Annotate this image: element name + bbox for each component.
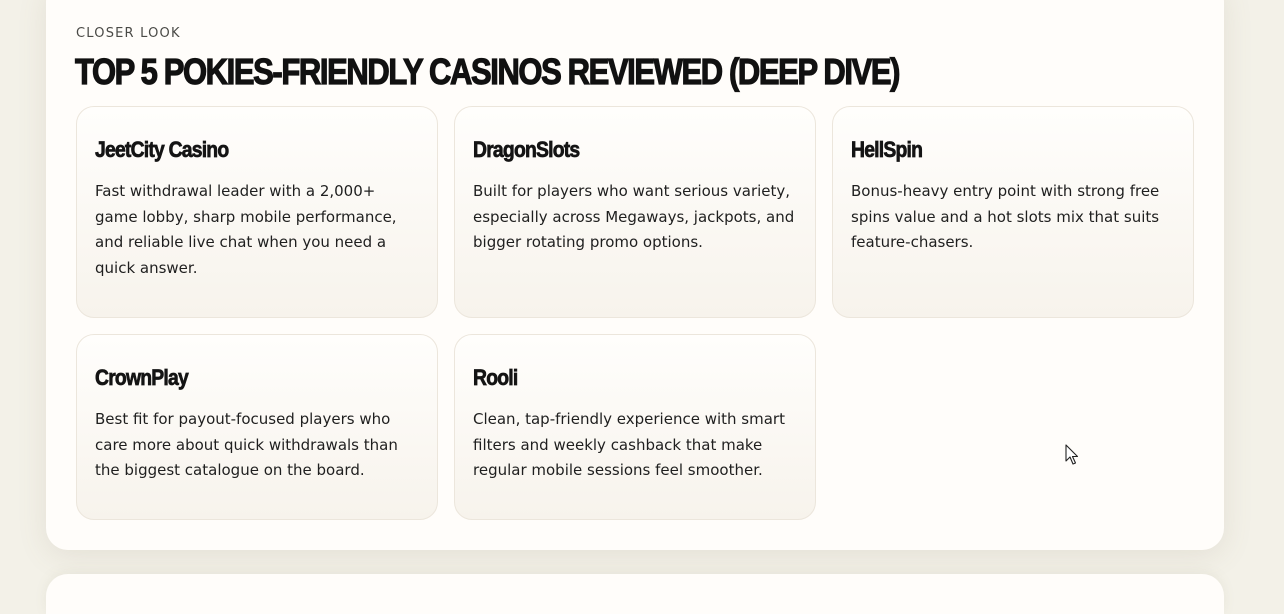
card-title: HellSpin (851, 137, 923, 162)
card-description: Best fit for payout-focused players who care more about quick withdrawals than the biggest catalogue on the board. (95, 410, 398, 479)
next-section-edge (46, 574, 1224, 614)
card-description: Bonus-heavy entry point with strong free spins value and a hot slots mix that suits feature-chasers. (851, 182, 1160, 251)
casino-card-rooli (454, 334, 816, 520)
card-title: JeetCity Casino (95, 137, 229, 162)
card-description: Clean, tap-friendly experience with smart filters and weekly cashback that make regular mobile sessions feel smoother. (473, 410, 785, 479)
card-title: DragonSlots (473, 137, 580, 162)
card-description: Built for players who want serious variety, especially across Megaways, jackpots, and bigger rotating promo options. (473, 182, 795, 251)
card-title: CrownPlay (95, 365, 188, 390)
casino-card-dragonslots (454, 106, 816, 318)
casino-card-jeetcity (76, 106, 438, 318)
card-title: Rooli (473, 365, 518, 390)
casino-card-hellspin (832, 106, 1194, 318)
card-description: Fast withdrawal leader with a 2,000+ game lobby, sharp mobile performance, and reliable live chat when you need a quick answer. (95, 182, 397, 277)
casino-review-section (46, 0, 1224, 550)
section-eyebrow: CLOSER LOOK (76, 26, 181, 41)
section-title: TOP 5 POKIES-FRIENDLY CASINOS REVIEWED (DEEP DIVE) (75, 51, 900, 92)
casino-card-grid (76, 106, 1194, 520)
mouse-pointer-icon (1065, 444, 1079, 466)
casino-card-crownplay (76, 334, 438, 520)
